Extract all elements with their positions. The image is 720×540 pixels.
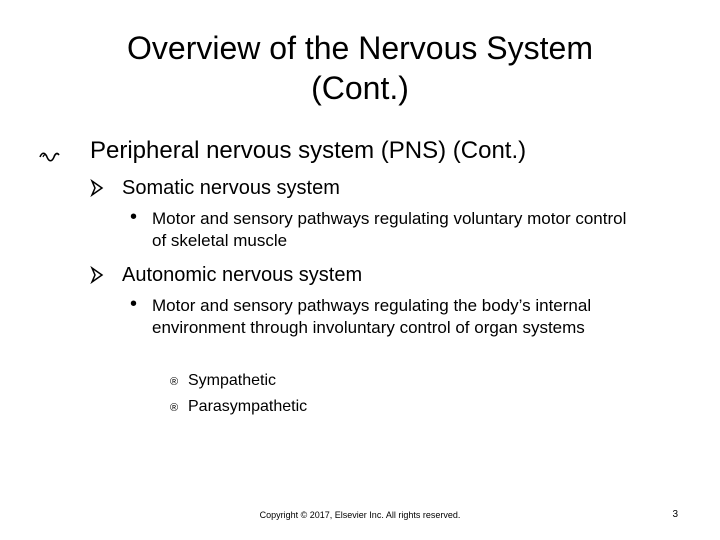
somatic-detail: Motor and sensory pathways regulating voluntary motor control of skeletal muscle xyxy=(152,209,627,250)
arrowhead-bullet-icon xyxy=(90,175,104,208)
dot-bullet-icon: • xyxy=(130,293,138,315)
slide-title xyxy=(60,28,660,108)
parasympathetic-label: Parasympathetic xyxy=(188,398,308,415)
infinity-like-bullet-icon xyxy=(38,142,60,160)
sympathetic-label: Sympathetic xyxy=(188,372,277,389)
somatic-label: Somatic nervous system xyxy=(122,177,340,199)
dot-bullet-icon: • xyxy=(130,206,138,228)
slide-title-line-2: (Cont.) xyxy=(311,70,409,106)
bullet-text: Peripheral nervous system (PNS) (Cont.) xyxy=(90,137,527,164)
autonomic-detail: Motor and sensory pathways regulating the body’s internal environment through involuntary control of organ systems xyxy=(152,296,592,337)
arrowhead-bullet-icon xyxy=(90,262,104,295)
slide-title-line-1: Overview of the Nervous System xyxy=(127,30,593,66)
registered-circle-bullet-icon: ® xyxy=(170,376,179,388)
copyright-footer: Copyright © 2017, Elsevier Inc. All rights reserved. xyxy=(259,510,461,520)
page-number: 3 xyxy=(672,509,678,520)
autonomic-label: Autonomic nervous system xyxy=(122,264,363,286)
registered-circle-bullet-icon: ® xyxy=(170,402,179,414)
